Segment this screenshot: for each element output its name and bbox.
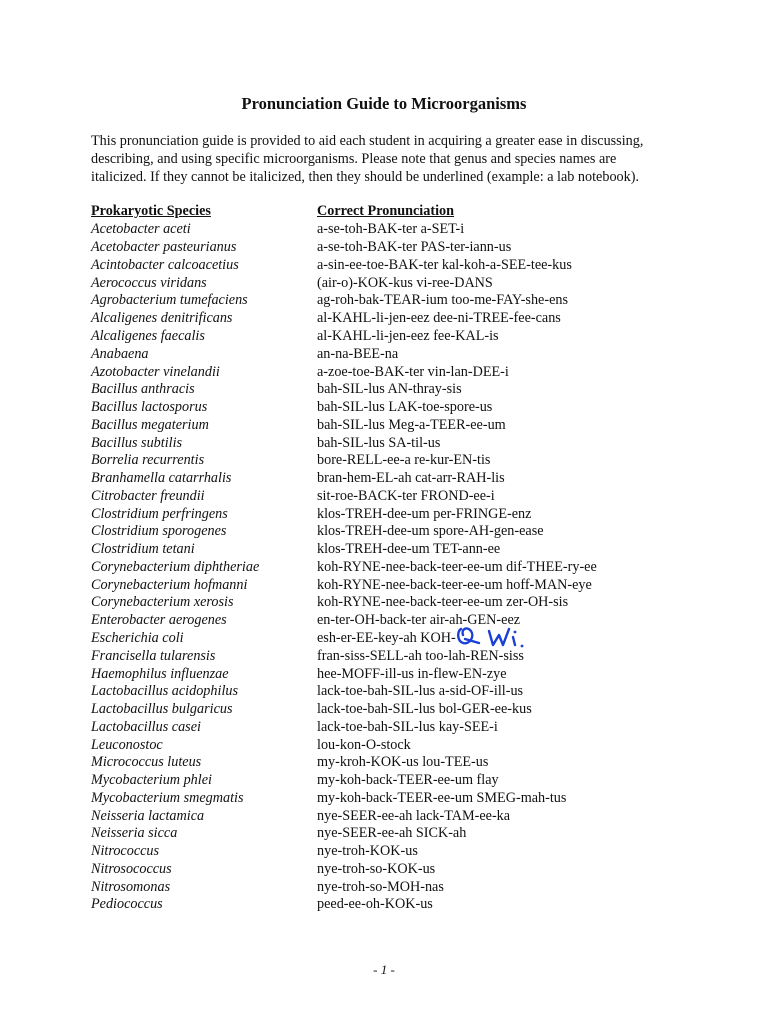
handwritten-annotation xyxy=(455,621,527,651)
pronunciation-table xyxy=(91,221,711,914)
pronunciation-text: klos-TREH-dee-um spore-AH-gen-ease xyxy=(317,523,544,540)
pronunciation-text: lack-toe-bah-SIL-lus kay-SEE-i xyxy=(317,718,498,735)
pronunciation-text: nye-troh-so-KOK-us xyxy=(317,860,436,877)
pronunciation-text: al-KAHL-li-jen-eez dee-ni-TREE-fee-cans xyxy=(317,310,561,327)
table-row xyxy=(91,541,711,559)
table-row xyxy=(91,257,711,275)
pronunciation-text: koh-RYNE-nee-back-teer-ee-um zer-OH-sis xyxy=(317,594,569,611)
table-row xyxy=(91,701,711,719)
pronunciation-text: bah-SIL-lus AN-thray-sis xyxy=(317,381,462,398)
pronunciation-text: lack-toe-bah-SIL-lus bol-GER-ee-kus xyxy=(317,701,532,718)
column-header-pronunciation: Correct Pronunciation xyxy=(317,203,454,219)
species-name: Agrobacterium tumefaciens xyxy=(91,292,248,309)
pronunciation-text: bore-RELL-ee-a re-kur-EN-tis xyxy=(317,452,491,469)
species-name: Lactobacillus casei xyxy=(91,718,201,735)
table-row xyxy=(91,505,711,523)
table-row xyxy=(91,790,711,808)
page-title: Pronunciation Guide to Microorganisms xyxy=(241,94,527,113)
species-name: Clostridium tetani xyxy=(91,541,195,558)
table-row xyxy=(91,843,711,861)
pronunciation-text: sit-roe-BACK-ter FROND-ee-i xyxy=(317,487,495,504)
pronunciation-text: bah-SIL-lus Meg-a-TEER-ee-um xyxy=(317,416,506,433)
pronunciation-text: a-sin-ee-toe-BAK-ter kal-koh-a-SEE-tee-kus xyxy=(317,256,572,273)
table-row xyxy=(91,221,711,239)
table-row xyxy=(91,399,711,417)
intro-line: italicized. If they cannot be italicized, then they should be underlined (example: a lab notebook). xyxy=(91,169,639,185)
pronunciation-text: nye-SEER-ee-ah SICK-ah xyxy=(317,825,467,842)
pronunciation-text: an-na-BEE-na xyxy=(317,345,399,362)
species-name: Citrobacter freundii xyxy=(91,487,205,504)
column-header-species: Prokaryotic Species xyxy=(91,203,211,219)
table-row xyxy=(91,576,711,594)
species-name: Aerococcus viridans xyxy=(91,274,207,291)
pronunciation-text: hee-MOFF-ill-us in-flew-EN-zye xyxy=(317,665,507,682)
species-name: Borrelia recurrentis xyxy=(91,452,205,469)
intro-line: describing, and using specific microorganisms. Please note that genus and species names are xyxy=(91,151,617,167)
table-row xyxy=(91,345,711,363)
species-name: Bacillus lactosporus xyxy=(91,399,208,416)
pronunciation-text: my-koh-back-TEER-ee-um flay xyxy=(317,772,499,789)
table-row xyxy=(91,683,711,701)
table-row xyxy=(91,878,711,896)
pronunciation-text: al-KAHL-li-jen-eez fee-KAL-is xyxy=(317,327,499,344)
species-name: Bacillus megaterium xyxy=(91,416,209,433)
pronunciation-text: bah-SIL-lus LAK-toe-spore-us xyxy=(317,399,493,416)
intro-paragraph xyxy=(91,132,691,186)
pronunciation-text: a-se-toh-BAK-ter PAS-ter-iann-us xyxy=(317,239,512,256)
table-row xyxy=(91,292,711,310)
species-name: Nitrosomonas xyxy=(91,878,171,895)
table-row xyxy=(91,754,711,772)
pronunciation-text: a-zoe-toe-BAK-ter vin-lan-DEE-i xyxy=(317,363,509,380)
table-row xyxy=(91,736,711,754)
table-row xyxy=(91,612,711,630)
table-row xyxy=(91,310,711,328)
species-name: Corynebacterium diphtheriae xyxy=(91,558,260,575)
species-name: Haemophilus influenzae xyxy=(91,665,229,682)
species-name: Enterobacter aerogenes xyxy=(91,612,227,629)
pronunciation-text: klos-TREH-dee-um per-FRINGE-enz xyxy=(317,505,532,522)
species-name: Acintobacter calcoacetius xyxy=(91,256,239,273)
page-number: - 1 - xyxy=(373,962,395,977)
species-name: Neisseria lactamica xyxy=(91,807,205,824)
species-name: Mycobacterium smegmatis xyxy=(91,789,244,806)
pronunciation-text: bran-hem-EL-ah cat-arr-RAH-lis xyxy=(317,470,505,487)
pronunciation-text: peed-ee-oh-KOK-us xyxy=(317,896,433,913)
table-row xyxy=(91,772,711,790)
species-name: Alcaligenes denitrificans xyxy=(91,310,233,327)
table-row xyxy=(91,896,711,914)
table-row xyxy=(91,594,711,612)
table-row xyxy=(91,718,711,736)
species-name: Corynebacterium xerosis xyxy=(91,594,234,611)
pronunciation-text: en-ter-OH-back-ter air-ah-GEN-eez xyxy=(317,612,521,629)
table-row xyxy=(91,807,711,825)
species-name: Pediococcus xyxy=(91,896,163,913)
species-name: Lactobacillus bulgaricus xyxy=(91,701,233,718)
pronunciation-text: koh-RYNE-nee-back-teer-ee-um hoff-MAN-eye xyxy=(317,576,592,593)
pronunciation-text: my-koh-back-TEER-ee-um SMEG-mah-tus xyxy=(317,789,567,806)
species-name: Nitrosococcus xyxy=(91,860,172,877)
pronunciation-text: my-kroh-KOK-us lou-TEE-us xyxy=(317,754,489,771)
table-row xyxy=(91,239,711,257)
table-row xyxy=(91,363,711,381)
table-row xyxy=(91,630,711,648)
pronunciation-text: ag-roh-bak-TEAR-ium too-me-FAY-she-ens xyxy=(317,292,568,309)
pronunciation-text: koh-RYNE-nee-back-teer-ee-um dif-THEE-ry-ee xyxy=(317,558,597,575)
table-row xyxy=(91,665,711,683)
species-name: Alcaligenes faecalis xyxy=(91,327,205,344)
species-name: Mycobacterium phlei xyxy=(91,772,212,789)
table-row xyxy=(91,434,711,452)
table-row xyxy=(91,328,711,346)
species-name: Acetobacter aceti xyxy=(91,221,191,238)
table-row xyxy=(91,559,711,577)
table-row xyxy=(91,381,711,399)
table-row xyxy=(91,416,711,434)
pronunciation-text: nye-SEER-ee-ah lack-TAM-ee-ka xyxy=(317,807,511,824)
species-name: Clostridium sporogenes xyxy=(91,523,227,540)
species-name: Bacillus anthracis xyxy=(91,381,195,398)
pronunciation-text: esh-er-EE-key-ah KOH- xyxy=(317,629,456,646)
pronunciation-text: lou-kon-O-stock xyxy=(317,736,411,753)
pronunciation-text: fran-siss-SELL-ah too-lah-REN-siss xyxy=(317,647,524,664)
table-row xyxy=(91,274,711,292)
species-name: Anabaena xyxy=(91,345,149,362)
species-name: Escherichia coli xyxy=(91,629,184,646)
pronunciation-text: a-se-toh-BAK-ter a-SET-i xyxy=(317,221,465,238)
species-name: Corynebacterium hofmanni xyxy=(91,576,248,593)
pronunciation-text: lack-toe-bah-SIL-lus a-sid-OF-ill-us xyxy=(317,683,524,700)
species-name: Neisseria sicca xyxy=(91,825,178,842)
table-row xyxy=(91,861,711,879)
species-name: Azotobacter vinelandii xyxy=(91,363,220,380)
species-name: Nitrococcus xyxy=(91,843,160,860)
intro-line: This pronunciation guide is provided to aid each student in acquiring a greater ease in discussing, xyxy=(91,133,644,149)
species-name: Leuconostoc xyxy=(91,736,163,753)
species-name: Bacillus subtilis xyxy=(91,434,183,451)
species-name: Branhamella catarrhalis xyxy=(91,470,232,487)
pronunciation-text: (air-o)-KOK-kus vi-ree-DANS xyxy=(317,274,493,291)
species-name: Micrococcus luteus xyxy=(91,754,202,771)
table-row xyxy=(91,825,711,843)
pronunciation-text: bah-SIL-lus SA-til-us xyxy=(317,434,441,451)
pronunciation-text: nye-troh-KOK-us xyxy=(317,843,418,860)
species-name: Clostridium perfringens xyxy=(91,505,228,522)
table-row xyxy=(91,470,711,488)
table-row xyxy=(91,647,711,665)
species-name: Lactobacillus acidophilus xyxy=(91,683,238,700)
table-row xyxy=(91,452,711,470)
table-row xyxy=(91,487,711,505)
pronunciation-text: klos-TREH-dee-um TET-ann-ee xyxy=(317,541,501,558)
species-name: Francisella tularensis xyxy=(91,647,216,664)
table-row xyxy=(91,523,711,541)
pronunciation-text: nye-troh-so-MOH-nas xyxy=(317,878,444,895)
species-name: Acetobacter pasteurianus xyxy=(91,239,237,256)
